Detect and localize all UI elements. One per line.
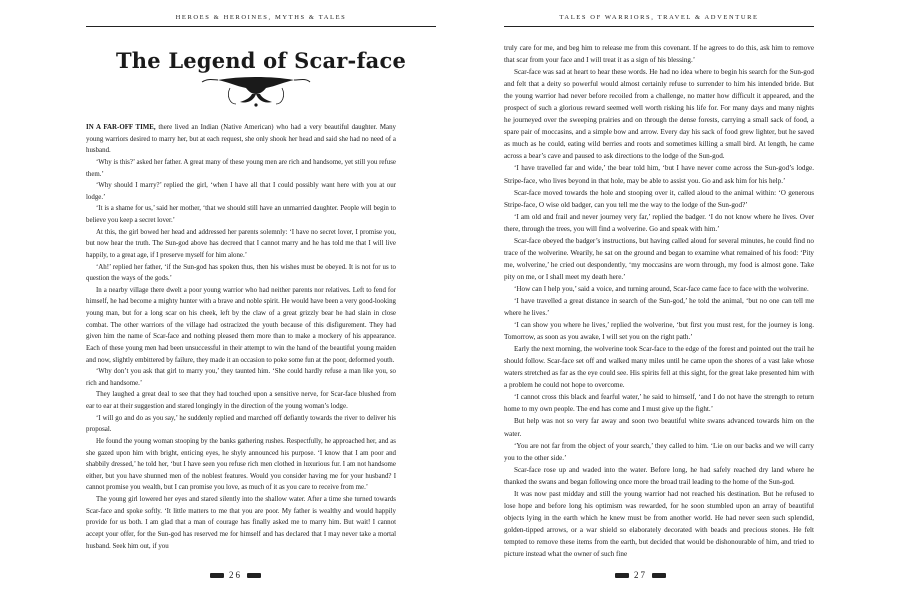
first-paragraph: IN A FAR-OFF TIME, there lived an Indian (Native American) who had a very beautiful daughter. Many young warriors desired to marry her, but at each request, she only shook her head and said she had no need of a husband. (86, 124, 396, 155)
right-running-head: TALES OF WARRIORS, TRAVEL & ADVENTURE (559, 14, 759, 21)
paragraph: ‘I have travelled far and wide,’ the bear told him, ‘but I have never come across the Sun-god’s lodge. Stripe-face, who lives beyond in that hole, may be able to assist you. Go and ask him for his help.’ (504, 164, 814, 185)
paragraph: They laughed a great deal to see that they had touched upon a sensitive nerve, for Scar-face blushed from ear to ear at their suggestion and stared longingly in the direction of the young woman’s lodge. (86, 391, 396, 410)
paragraph: The young girl lowered her eyes and stared silently into the shallow water. After a time she turned towards Scar-face and spoke softly. ‘It little matters to me that you are poor. My father is wealthy and would happily provide for us both. I am glad that a man of courage has finally asked me to marry him. But wait! I cannot accept your offer, for the Sun-god has reserved me for himself and has declared that I may never take a mortal husband. Seek him out, if you (86, 496, 396, 550)
paragraph: ‘Why don’t you ask that girl to marry you,’ they taunted him. ‘She could hardly refuse a man like you, so rich and handsome.’ (86, 368, 396, 387)
paragraph: Scar-face obeyed the badger’s instructions, but having called aloud for several minutes, he could find no trace of the wolverine. Wearily, he sat on the ground and began to examine what remained of his food: ‘Pity me, wolverine,’ he cried out despondently, ‘my moccasins are worn through, my food is almost gone. Take pity on me, or I shall meet my death here.’ (504, 236, 814, 281)
page-title: The Legend of Scar-face (115, 48, 407, 73)
paragraph: At this, the girl bowed her head and addressed her parents solemnly: ‘I have no secret lover, I promise you, but now hear the truth. The Sun-god above has decreed that I cannot marry and he has told me that I will live happily, to a great age, if I preserve myself for him alone.’ (86, 228, 396, 259)
paragraph: ‘Why should I marry?’ replied the girl, ‘when I have all that I could possibly want here with you at our lodge.’ (86, 182, 396, 201)
right-page-number: 27 (615, 570, 666, 580)
left-running-head: HEROES & HEROINES, MYTHS & TALES (175, 14, 347, 21)
folio-ornament-icon (652, 573, 666, 578)
paragraph: In a nearby village there dwelt a poor young warrior who had neither parents nor relatives. Left to fend for himself, he had become a mighty hunter with a brave and noble spirit. He would have been a very good-looking young man, but for a long scar on his cheek, left by the claw of a great grizzly bear he had slain in close combat. The other warriors of the village had ostracized the youth because of this disfigurement. They had given him the name of Scar-face and nothing pleased them more than to make a mockery of his appearance. Each of these young men had been unsuccessful in their attempt to win the hand of the beautiful young maiden and now, slightly embittered by failure, they made it an occasion to poke some fun at the poor, deformed youth. (86, 286, 396, 364)
paragraph: Scar-face was sad at heart to hear these words. He had no idea where to begin his search for the Sun-god and felt that a deity so powerful would almost certainly refuse to surrender to him his intended bride. But the young warrior had never before recoiled from a challenge, no matter how difficult it appeared, and the prospect of such a glorious reward seemed well worth risking his life for. For many days and many nights he journeyed over the sweeping prairies and on through the dense forests, carrying a small sack of food, a spare pair of moccasins, and a simple bow and arrow. Every day his sack of food grew lighter, but he saved as much as he could, eating wild berries and roots and sometimes killing a small bird. At length, he came across a bear’s cave and paused to ask directions to the lodge of the Sun-god. (504, 68, 814, 161)
paragraph: ‘Ah!’ replied her father, ‘if the Sun-god has spoken thus, then his wishes must be obeyed. It is not for us to question the ways of the gods.’ (86, 263, 396, 283)
paragraph: Scar-face moved towards the hole and stooping over it, called aloud to the animal within: ‘O generous Stripe-face, O wise old badger, can you tell me the way to the lodge of the Sun-god?’ (504, 188, 814, 209)
paragraph: ‘I can show you where he lives,’ replied the wolverine, ‘but first you must rest, for the journey is long. Tomorrow, as soon as you awake, I will set you on the right path.’ (504, 321, 814, 342)
left-header-rule (86, 26, 436, 27)
paragraph: ‘You are not far from the object of your search,’ they called to him. ‘Lie on our backs and we will carry you to the other side.’ (504, 441, 814, 462)
paragraph: He found the young woman stooping by the banks gathering rushes. Respectfully, he approached her, and as she gazed upon him with bright, enticing eyes, he shyly announced his purpose. ‘I know that I am poor and shabbily dressed,’ he told her, ‘but I have seen you refuse rich men clothed in luxurious fur. I am not handsome either, but you have shunned men of the noblest features. Would you consider having me for your husband? I cannot promise you wealth, but I can promise you love, as much of it as you care to receive from me.’ (86, 437, 396, 492)
right-body-text (504, 42, 814, 560)
folio-ornament-icon (210, 573, 224, 578)
paragraph: It was now past midday and still the young warrior had not reached his destination. But he refused to lose hope and before long his optimism was rewarded, for he soon stumbled upon an array of beautiful objects lying in the earth which he knew must be from another world. He had never seen such splendid, golden-tipped arrows, or a war shield so elaborately decorated with beads and precious stones. He felt tempted to remove these items from the earth, but decided that would be dishonourable of him, and tried to picture instead what the owner of such fine (504, 489, 814, 558)
paragraph: ‘Why is this?’ asked her father. A great many of these young men are rich and handsome, yet still you refuse them.’ (86, 158, 396, 178)
lead-in: IN A FAR-OFF TIME, (86, 124, 156, 131)
left-body-text (86, 122, 396, 552)
folio-ornament-icon (615, 573, 629, 578)
paragraph: ‘I cannot cross this black and fearful water,’ he said to himself, ‘and I do not have the strength to return home to my own people. The end has come and I must give up the fight.’ (504, 393, 814, 414)
paragraph: ‘How can I help you,’ said a voice, and turning around, Scar-face came face to face with the wolverine. (514, 284, 809, 293)
paragraph: Scar-face rose up and waded into the water. Before long, he had safely reached dry land where he thanked the swans and began following once more the broad trail leading to the home of the Sun-god. (504, 465, 814, 486)
paragraph: But help was not so very far away and soon two beautiful white swans advanced towards him on the water. (504, 417, 814, 438)
folio-ornament-icon (247, 573, 261, 578)
right-header-rule (504, 26, 814, 27)
paragraph: ‘I will go and do as you say,’ he suddenly replied and marched off defiantly towards the river to deliver his proposal. (86, 414, 396, 434)
paragraph: ‘I have travelled a great distance in search of the Sun-god,’ he told the animal, ‘but no one can tell me where he lives.’ (504, 296, 814, 318)
ornament-flourish-icon (200, 74, 312, 108)
left-page-number: 26 (210, 570, 261, 580)
paragraph: truly care for me, and beg him to release me from this covenant. If he agrees to do this, ask him to remove that scar from your face and I will treat it as a sign of his blessing.’ (504, 44, 814, 65)
paragraph: ‘It is a shame for us,’ said her mother, ‘that we should still have an unmarried daughter. People will begin to believe you keep a secret lover.’ (86, 205, 396, 224)
paragraph: ‘I am old and frail and never journey very far,’ replied the badger. ‘I do not know where he lives. Over there, through the trees, you will find a wolverine. Go and speak with him.’ (504, 212, 814, 233)
paragraph: Early the next morning, the wolverine took Scar-face to the edge of the forest and pointed out the trail he should follow. Scar-face set off and walked many miles until he came upon the shores of a vast lake whose waters stretched as far as the eye could see. His spirits fell at this sight, for the great lake presented him with a problem he could not hope to overcome. (504, 345, 814, 390)
